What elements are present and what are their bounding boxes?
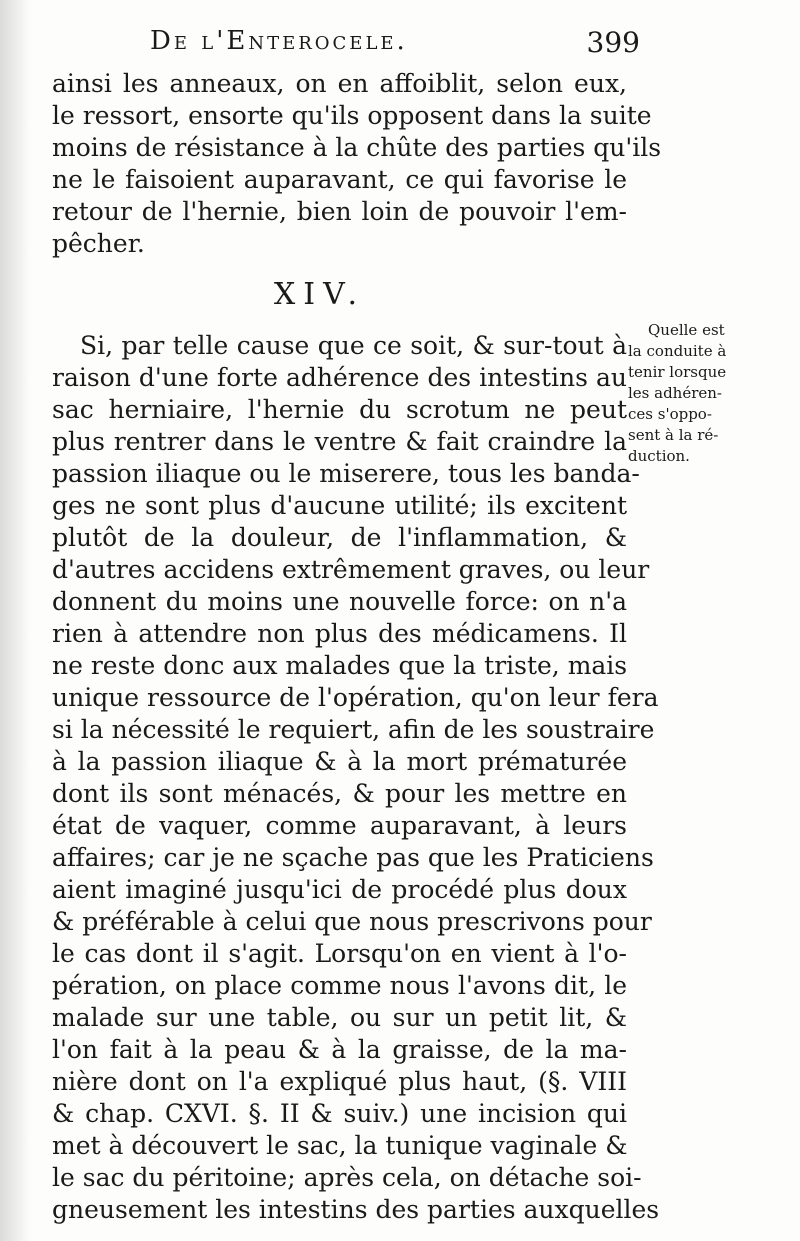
section-heading: XIV. [273, 277, 366, 312]
text-line: gneusement les intestins des parties auxquelles [52, 1195, 660, 1224]
text-line: aient imaginé jusqu'ici de procédé plus doux [52, 875, 627, 904]
margin-note-line: Quelle est [648, 321, 725, 339]
text-line: retour de l'hernie, bien loin de pouvoir l'em- [52, 197, 627, 226]
margin-note-line: les adhéren- [628, 384, 722, 402]
text-line: malade sur une table, ou sur un petit lit, & [52, 1003, 627, 1032]
running-title: De l'Enterocele. [150, 26, 408, 56]
margin-note-line: duction. [628, 447, 690, 465]
text-line: le cas dont il s'agit. Lorsqu'on en vient à l'o- [52, 939, 627, 968]
text-line: sac herniaire, l'hernie du scrotum ne peut [52, 395, 627, 424]
text-line: pération, on place comme nous l'avons dit, le [52, 971, 627, 1000]
text-line: l'on fait à la peau & à la graisse, de la ma- [52, 1035, 627, 1064]
margin-note-line: la conduite à [628, 342, 727, 360]
margin-note [628, 320, 768, 467]
margin-note-line: ces s'oppo- [628, 405, 712, 423]
text-line: plutôt de la douleur, de l'inflammation, & [52, 523, 627, 552]
text-line: rien à attendre non plus des médicamens. Il [52, 619, 627, 648]
page-number: 399 [586, 26, 640, 59]
text-line: plus rentrer dans le ventre & fait craindre la [52, 427, 627, 456]
margin-note-line: sent à la ré- [628, 426, 719, 444]
text-line: & préférable à celui que nous prescrivons pour [52, 907, 652, 936]
text-line: état de vaquer, comme auparavant, à leurs [52, 811, 627, 840]
text-line: si la nécessité le requiert, afin de les soustraire [52, 715, 655, 744]
text-line: affaires; car je ne sçache pas que les Praticiens [52, 843, 654, 872]
text-line: à la passion iliaque & à la mort prématurée [52, 747, 627, 776]
text-line: unique ressource de l'opération, qu'on leur fera [52, 683, 659, 712]
text-line: passion iliaque ou le miserere, tous les banda- [52, 459, 640, 488]
text-line: ges ne sont plus d'aucune utilité; ils excitent [52, 491, 627, 520]
text-line: ainsi les anneaux, on en affoiblit, selon eux, [52, 69, 627, 98]
text-line: met à découvert le sac, la tunique vaginale & [52, 1131, 628, 1160]
text-line: ne le faisoient auparavant, ce qui favorise le [52, 165, 627, 194]
page-header [140, 26, 640, 66]
text-line: le ressort, ensorte qu'ils opposent dans la suite [52, 101, 652, 130]
margin-note-line: tenir lorsque [628, 363, 727, 381]
text-line: le sac du péritoine; après cela, on détache soi- [52, 1163, 642, 1192]
text-line: pêcher. [52, 229, 145, 258]
text-line: ne reste donc aux malades que la triste, mais [52, 651, 628, 680]
page-gutter-shadow [0, 0, 30, 1241]
text-line: dont ils sont ménacés, & pour les mettre en [52, 779, 627, 808]
text-line: donnent du moins une nouvelle force: on n'a [52, 587, 627, 616]
text-line: & chap. CXVI. §. II & suiv.) une incision qui [52, 1099, 627, 1128]
text-line: d'autres accidens extrêmement graves, ou leur [52, 555, 650, 584]
text-line: Si, par telle cause que ce soit, & sur-tout à [80, 331, 627, 360]
text-line: raison d'une forte adhérence des intestins au [52, 363, 627, 392]
text-line: moins de résistance à la chûte des parties qu'ils [52, 133, 662, 162]
text-line: nière dont on l'a expliqué plus haut, (§. VIII [52, 1067, 627, 1096]
